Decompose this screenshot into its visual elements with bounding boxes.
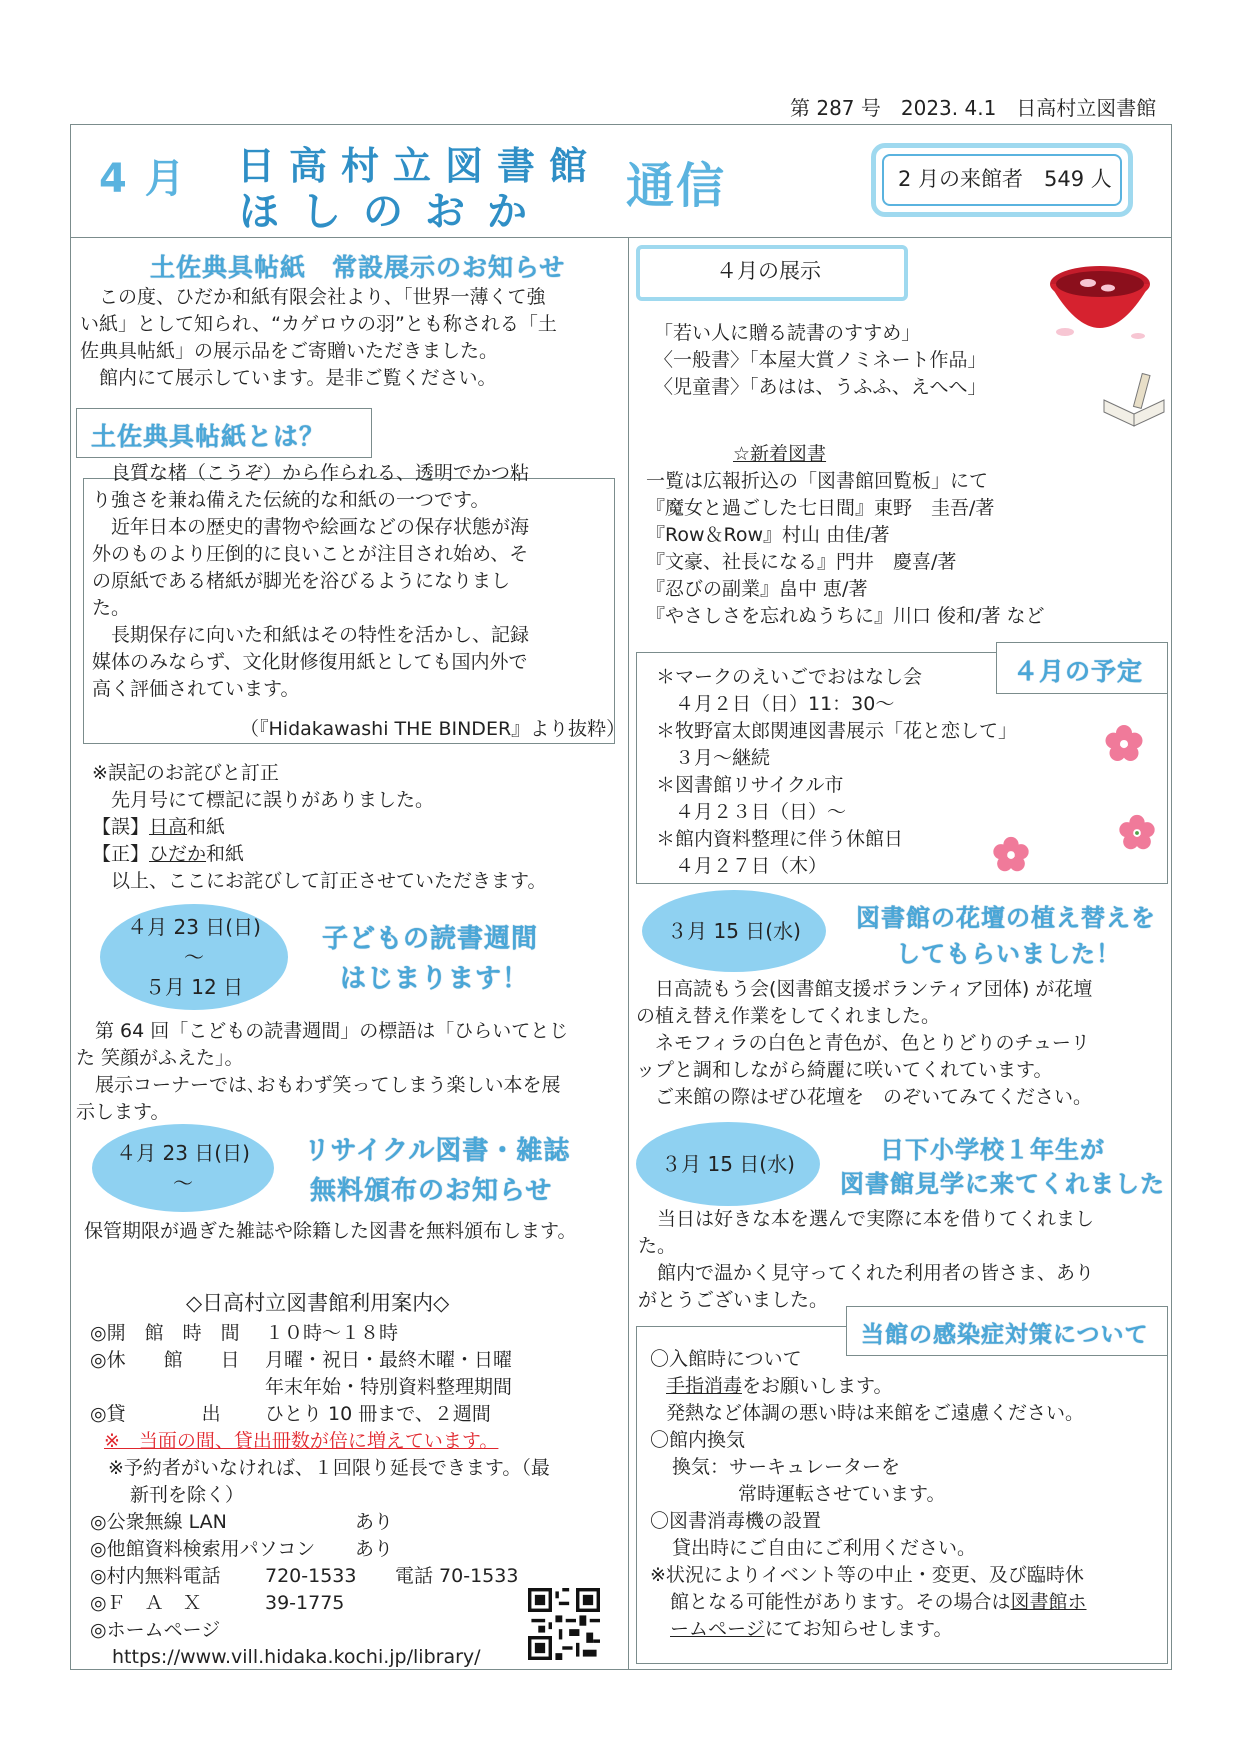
- schedule-list: ＊マークのえいごでおはなし会 ４月２日（日）11：30～ ＊牧野富太郎関連図書展示「花と恋して」 ３月～継続 ＊図書館リサイクル市 ４月２３日（日）～ ＊館内資料整理に伴う休館日 ４月２７日（木）: [656, 666, 1018, 877]
- tosa-title: 土佐典具帖紙 常設展示のお知らせ: [150, 253, 566, 282]
- flower-title-2: してもらいました！: [896, 940, 1121, 968]
- what-text: 良質な楮（こうぞ）から作られる、透明でかつ粘 り強さを兼ね備えた伝統的な和紙の一つです。 近年日本の歴史的書物や絵画などの保存状態が海 外のものより圧倒的に良いことが注目され始め、そ の原紙である楮紙が脚光を浴びるようになりまし た。 長期保存に向いた和紙はその特性を活かし、記録 媒体のみならず、文化財修復用紙としても国内外で 高く評価されています。: [92, 462, 530, 700]
- issue-line: 第 287 号 2023. 4.1 日高村立図書館: [790, 96, 1157, 120]
- schedule-title: ４月の予定: [1013, 657, 1144, 686]
- qr-code-icon: [528, 1588, 600, 1660]
- new-books-list: 一覧は広報折込の「図書館回覧板」にて 『魔女と過ごした七日間』東野 圭吾/著 『Row＆Row』村山 由佳/著 『文豪、社長になる』門井 慶喜/著 『忍びの副業』畠中 恵/著 『やさしさを忘れぬうちに』川口 俊和/著 など: [646, 470, 1045, 627]
- guide-row: 年末年始・特別資料整理期間: [265, 1376, 513, 1398]
- month-title: 4 月: [99, 156, 187, 202]
- what-title-box: [76, 408, 372, 458]
- flower-date-oval: ３月 15 日(水): [642, 890, 826, 972]
- library-name-top: 日高村立図書館: [237, 144, 602, 188]
- sakura-icon: [1102, 722, 1146, 766]
- exhibit-list: 「若い人に贈る読書のすすめ」 〈一般書〉「本屋大賞ノミネート作品」 〈児童書〉「あはは、うふふ、えへへ」: [654, 322, 987, 398]
- guide-row: ◎休 館 日 月曜・祝日・最終木曜・日曜: [90, 1349, 513, 1371]
- visit-title-1: 日下小学校１年生が: [880, 1136, 1105, 1164]
- flower-text: 日高読もう会(図書館支援ボランティア団体) が花壇 の植え替え作業をしてくれました。 ネモフィラの白色と青色が、色とりどりのチューリ ップと調和しながら綺麗に咲いてくれています。 ご来館の際はぜひ花壇を のぞいてみてください。: [636, 978, 1093, 1108]
- visit-date-oval: ３月 15 日(水): [636, 1122, 820, 1206]
- guide-title: ◇日高村立図書館利用案内◇: [186, 1291, 450, 1315]
- column-divider: [628, 237, 629, 1669]
- homepage-link[interactable]: https://www.vill.hidaka.kochi.jp/library/: [112, 1646, 481, 1668]
- reading-week-date-oval: ４月 23 日(日) ～ ５月 12 日: [100, 904, 288, 1010]
- homepage-link[interactable]: ームページ: [670, 1618, 765, 1640]
- red-bowl-icon: [1040, 262, 1164, 352]
- visitor-count: 2 月の来館者 549 人: [898, 167, 1112, 191]
- library-name-bottom: ほしのおか: [239, 189, 549, 235]
- sakura-icon: [1116, 812, 1158, 854]
- what-source: （『Hidakawashi THE BINDER』より抜粋）: [240, 718, 626, 740]
- recycle-title-2: 無料頒布のお知らせ: [310, 1176, 553, 1206]
- guide-note: 新刊を除く）: [130, 1484, 245, 1506]
- schedule-title-box: [996, 642, 1168, 694]
- recycle-title-1: リサイクル図書・雑誌: [304, 1136, 571, 1166]
- guide-list: ◎開 館 時 間 １０時～１８時 ◎休 館 日 月曜・祝日・最終木曜・日曜 年末年始・特別資料整理期間 ◎貸 出 ひとり 10 冊まで、２週間 ※ 当面の間、貸出冊数が倍に増えています。 ※予約者がいなければ、１回限り延長できます。（最 新刊を除く） ◎公衆無線 LAN あり ◎他館資料検索用パソコン あり ◎村内無料電話 720-1533 電話 70-1533 ◎Ｆ Ａ Ｘ 39-1775 ◎ホームページ https://www.vill.hidaka.kochi.jp/library/: [90, 1320, 550, 1671]
- guide-row: ◎貸 出 ひとり 10 冊まで、２週間: [90, 1403, 491, 1425]
- recycle-date-oval: ４月 23 日(日) ～: [92, 1124, 274, 1212]
- exhibit-title: ４月の展示: [716, 259, 821, 283]
- visitor-box: [871, 143, 1133, 217]
- guide-row: ◎開 館 時 間 １０時～１８時: [90, 1322, 399, 1344]
- reading-week-text: 第 64 回「こどもの読書週間」の標語は「ひらいてとじ た 笑顔がふえた」。 展示コーナーでは､おもわず笑ってしまう楽しい本を展 示します。: [76, 1020, 569, 1123]
- errata: ※誤記のお詫びと訂正 先月号にて標記に誤りがありました。 【誤】日高和紙 【正】ひだか和紙 以上、ここにお詫びして訂正させていただきます。: [92, 762, 547, 892]
- reading-week-title-1: 子どもの読書週間: [322, 924, 539, 954]
- guide-note: ※予約者がいなければ、１回限り延長できます。（最: [108, 1457, 550, 1479]
- new-books-title: ☆新着図書: [733, 443, 827, 465]
- visit-text: 当日は好きな本を選んで実際に本を借りてくれまし た。 館内で温かく見守ってくれた利用者の皆さま、あり がとうございました。: [638, 1208, 1095, 1311]
- recycle-text: 保管期限が過ぎた雑誌や除籍した図書を無料頒布します。: [84, 1220, 577, 1242]
- guide-note-red: ※ 当面の間、貸出冊数が倍に増えています。: [104, 1430, 499, 1452]
- open-book-icon: [1100, 370, 1170, 430]
- masthead: [70, 124, 1172, 238]
- what-title: 土佐典具帖紙とは？: [91, 422, 326, 451]
- flower-title-1: 図書館の花壇の植え替えを: [856, 904, 1156, 932]
- exhibit-title-box: [636, 245, 908, 301]
- visit-title-2: 図書館見学に来てくれました: [840, 1170, 1165, 1198]
- covid-text: 〇入館時について 手指消毒をお願いします。 発熱など体調の悪い時は来館をご遠慮ください。 〇館内換気 換気：サーキュレーターを 常時運転させています。 〇図書消毒機の設置 貸出時にご自由にご利用ください。 ※状況によりイベント等の中止・変更、及び臨時休 館となる可能性があります。その場合は図書館ホ ームページにてお知らせします。: [650, 1348, 1087, 1640]
- tosa-text: この度、ひだか和紙有限会社より、「世界一薄くて強 い紙」として知られ、“カゲロウの羽”とも称される「土 佐典具帖紙」の展示品をご寄贈いただきました。 館内にて展示しています。是非ご覧ください。: [80, 286, 557, 389]
- reading-week-title-2: はじまります！: [340, 964, 530, 994]
- tsushin-title: 通信: [626, 158, 727, 214]
- sakura-icon: [990, 834, 1032, 876]
- homepage-link[interactable]: 図書館ホ: [1010, 1591, 1087, 1613]
- covid-title: 当館の感染症対策について: [861, 1322, 1149, 1348]
